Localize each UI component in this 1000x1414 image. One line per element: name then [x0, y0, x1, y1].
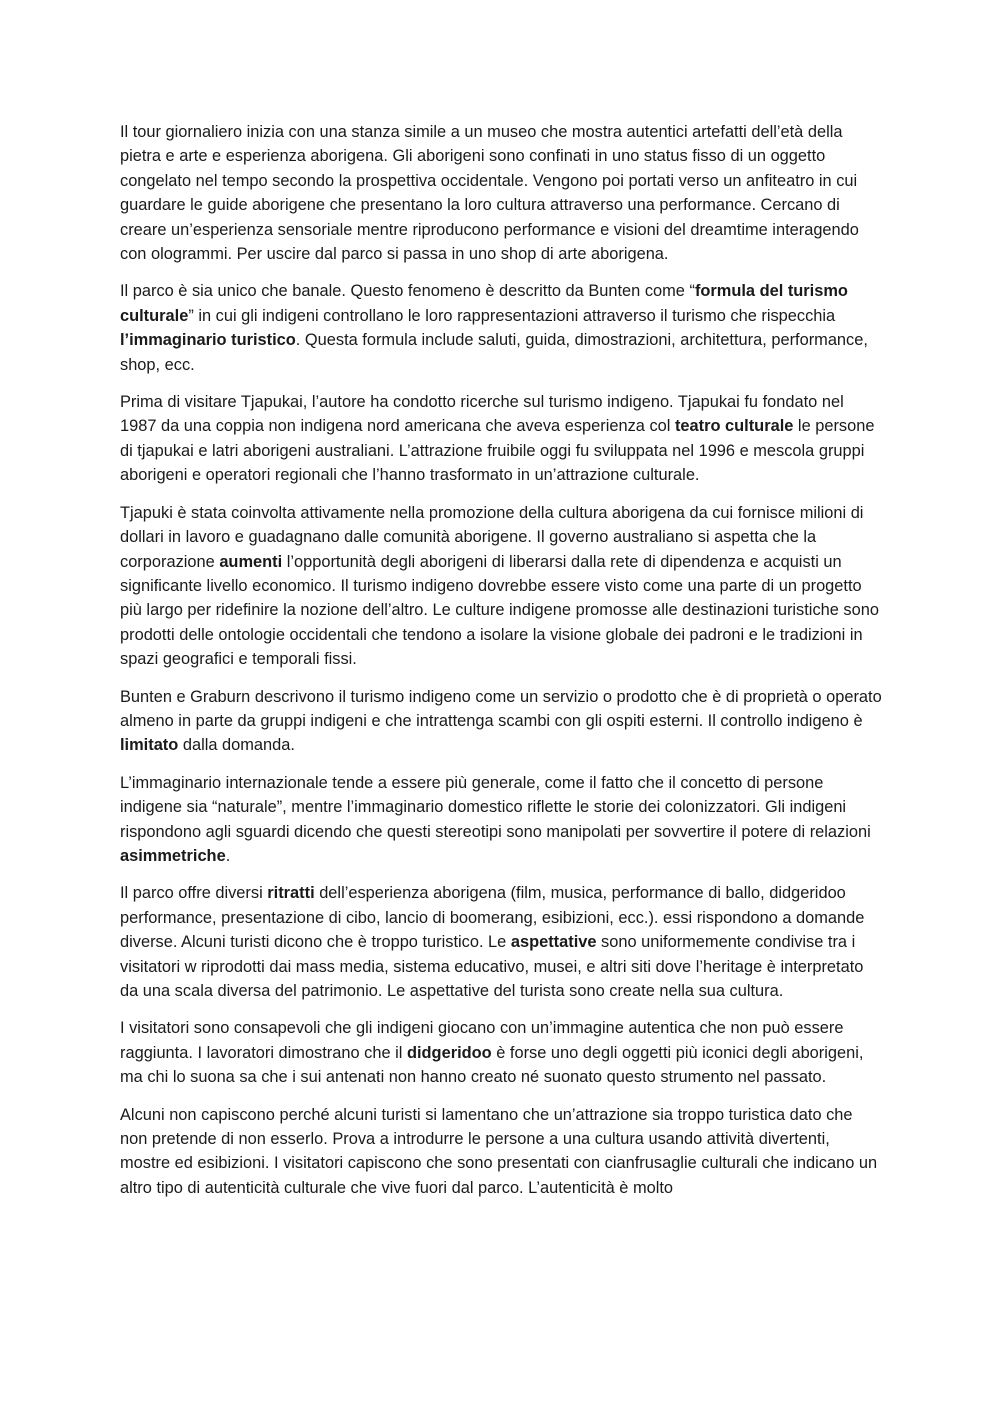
bold-term: teatro culturale	[674, 417, 794, 436]
text-run: Il parco è sia unico che banale. Questo fenomeno è descritto da Bunten come “	[120, 282, 695, 301]
bold-term: formula del turismo culturale	[120, 282, 848, 325]
text-run: .	[225, 846, 231, 865]
text-run: . Questa formula include saluti, guida, dimostrazioni, architettura, performance, shop, ecc.	[120, 331, 868, 374]
text-run: Tjapuki è stata coinvolta attivamente nella promozione della cultura aborigena da cui fornisce milioni di dollari in lavoro e guadagnano dalle comunità aborigene. Il governo australiano si aspetta che la corporazione	[120, 503, 864, 571]
text-run: ” in cui gli indigeni controllano le loro rappresentazioni attraverso il turismo che rispecchia	[188, 306, 836, 325]
text-run: l’opportunità degli aborigeni di liberarsi dalla rete di dipendenza e acquisti un significante livello economico. Il turismo indigeno dovrebbe essere visto come una parte di un progetto più largo per ridefinire la nozione dell’altro. Le culture indigene promosse alle destinazioni turistiche sono prodotti delle ontologie occidentali che tendono a isolare la visione globale dei padroni e le tradizioni in spazi geografici e temporali fissi.	[120, 552, 879, 669]
text-run: Il tour giornaliero inizia con una stanza simile a un museo che mostra autentici artefatti dell’età della pietra e arte e esperienza aborigena. Gli aborigeni sono confinati in uno status fisso di un oggetto congelato nel tempo secondo la prospettiva occidentale. Vengono poi portati verso un anfiteatro in cui guardare le guide aborigene che presentano la loro cultura attraverso una performance. Cercano di creare un’esperienza sensoriale mentre riproducono performance e visioni del dreamtime interagendo con ologrammi. Per uscire dal parco si passa in uno shop di arte aborigena.	[120, 123, 859, 264]
text-run: I visitatori sono consapevoli che gli indigeni giocano con un’immagine autentica che non può essere raggiunta. I lavoratori dimostrano che il	[120, 1019, 844, 1062]
document-body	[120, 120, 882, 1213]
bold-term: aumenti	[219, 552, 283, 571]
text-run: le persone di tjapukai e latri aborigeni australiani. L’attrazione fruibile oggi fu sviluppata nel 1996 e mescola gruppi aborigeni e operatori regionali che l’hanno trasformato in un’attrazione culturale.	[120, 417, 875, 485]
paragraph	[120, 685, 882, 758]
bold-term: aspettative	[510, 933, 597, 952]
paragraph	[120, 1103, 882, 1201]
bold-term: ritratti	[267, 884, 315, 903]
bold-term: limitato	[120, 736, 179, 755]
text-run: Alcuni non capiscono perché alcuni turisti si lamentano che un’attrazione sia troppo turistica dato che non pretende di non esserlo. Prova a introdurre le persone a una cultura usando attività divertenti, mostre ed esibizioni. I visitatori capiscono che sono presentati con cianfrusaglie culturali che indicano un altro tipo di autenticità culturale che vive fuori dal parco. L’autenticità è molto	[120, 1105, 878, 1197]
bold-term: asimmetriche	[120, 846, 226, 865]
paragraph	[120, 771, 882, 869]
text-run: L’immaginario internazionale tende a essere più generale, come il fatto che il concetto di persone indigene sia “naturale”, mentre l’immaginario domestico riflette le storie dei colonizzatori. Gli indigeni rispondono agli sguardi dicendo che questi stereotipi sono manipolati per sovvertire il potere di relazioni	[120, 773, 871, 841]
text-run: dalla domanda.	[178, 736, 295, 755]
text-run: dell’esperienza aborigena (film, musica, performance di ballo, didgeridoo performance, presentazione di cibo, lancio di boomerang, esibizioni, ecc.). essi rispondono a domande diverse. Alcuni turisti dicono che è troppo turistico. Le	[120, 884, 865, 952]
text-run: Bunten e Graburn descrivono il turismo indigeno come un servizio o prodotto che è di proprietà o operato almeno in parte da gruppi indigeni e che intrattenga scambi con gli ospiti esterni. Il controllo indigeno è	[120, 687, 882, 730]
text-run: sono uniformemente condivise tra i visitatori w riprodotti dai mass media, sistema educativo, musei, e altri siti dove l’heritage è interpretato da una scala diversa del patrimonio. Le aspettative del turista sono create nella sua cultura.	[120, 933, 864, 1000]
paragraph	[120, 501, 882, 672]
bold-term: l’immaginario turistico	[120, 331, 296, 350]
paragraph	[120, 390, 882, 488]
paragraph	[120, 881, 882, 1003]
text-run: Prima di visitare Tjapukai, l’autore ha condotto ricerche sul turismo indigeno. Tjapukai fu fondato nel 1987 da una coppia non indigena nord americana che aveva esperienza col	[120, 393, 844, 436]
text-run: Il parco offre diversi	[120, 884, 268, 903]
bold-term: didgeridoo	[406, 1043, 492, 1062]
paragraph	[120, 279, 882, 377]
paragraph	[120, 1016, 882, 1089]
paragraph	[120, 120, 882, 266]
text-run: è forse uno degli oggetti più iconici degli aborigeni, ma chi lo suona sa che i sui antenati non hanno creato né suonato questo strumento nel passato.	[120, 1043, 864, 1087]
